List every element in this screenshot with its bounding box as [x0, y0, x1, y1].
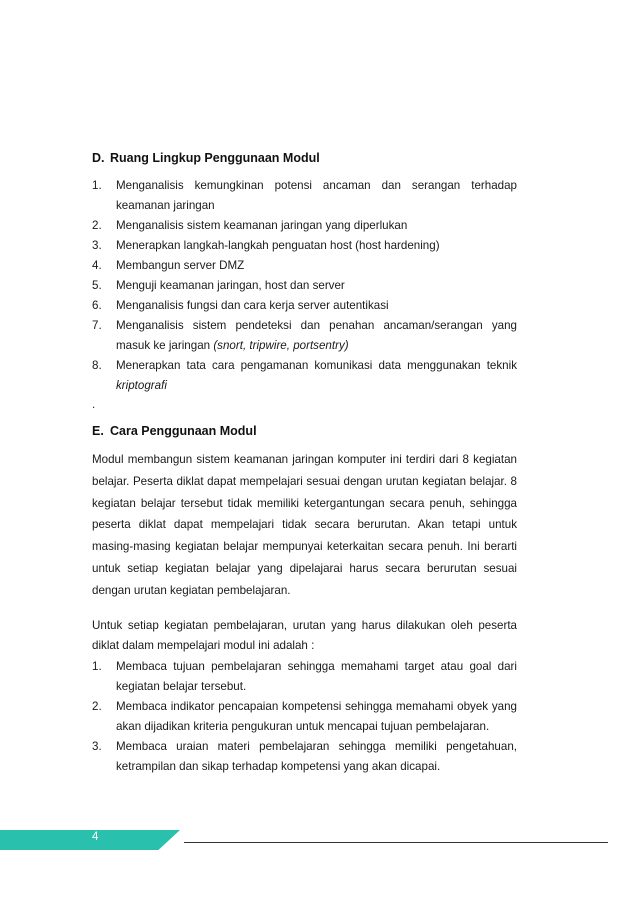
section-e-title: Cara Penggunaan Modul: [110, 424, 257, 438]
section-d-heading: [92, 151, 320, 165]
list-item: 7. Menganalisis sistem pendeteksi dan penahan ancaman/serangan yang masuk ke jaringan (snort, tripwire, portsentry): [92, 319, 517, 352]
item-note: (snort, tripwire, portsentry): [213, 339, 349, 352]
list-item: 1. Membaca tujuan pembelajaran sehingga memahami target atau goal dari kegiatan belajar tersebut.: [92, 660, 517, 693]
item-note: kriptografi: [116, 379, 167, 392]
section-d-letter: D.: [92, 151, 105, 165]
footer-divider: [184, 842, 608, 843]
list-item: 6. Menganalisis fungsi dan cara kerja server autentikasi: [92, 299, 389, 312]
page-number: 4: [92, 831, 99, 843]
list-item: 1. Menganalisis kemungkinan potensi ancaman dan serangan terhadap keamanan jaringan: [92, 179, 517, 212]
section-d-title: Ruang Lingkup Penggunaan Modul: [110, 151, 320, 165]
section-e-heading: [92, 424, 257, 438]
steps-list: [92, 657, 517, 777]
list-item: 3. Membaca uraian materi pembelajaran sehingga memiliki pengetahuan, ketrampilan dan sikap terhadap kompetensi yang akan dicapai.: [92, 740, 517, 773]
paragraph-steps-intro: Untuk setiap kegiatan pembelajaran, urutan yang harus dilakukan oleh peserta diklat dalam mempelajari modul ini adalah :: [92, 619, 517, 652]
paragraph-intro: Modul membangun sistem keamanan jaringan komputer ini terdiri dari 8 kegiatan belajar. Peserta diklat dapat mempelajari sesuai dengan urutan kegiatan belajar. 8 kegiatan belajar tersebut tidak memiliki ketergantungan secara penuh, sehingga peserta diklat dapat mempelajari tidak secara berurutan. Akan tetapi untuk masing-masing kegiatan belajar mempunyai keterkaitan secara penuh. Ini berarti untuk setiap kegiatan belajar yang dipelajarai harus secara berurutan sesuai dengan urutan kegiatan pembelajaran.: [92, 453, 517, 597]
list-item: 3. Menerapkan langkah-langkah penguatan host (host hardening): [92, 239, 440, 252]
list-item: 5. Menguji keamanan jaringan, host dan server: [92, 279, 345, 292]
list-item: 4. Membangun server DMZ: [92, 259, 245, 272]
list-item: 8. Menerapkan tata cara pengamanan komunikasi data menggunakan teknik kriptografi: [92, 359, 517, 392]
list-item: 2. Menganalisis sistem keamanan jaringan yang diperlukan: [92, 219, 408, 232]
list-item: 2. Membaca indikator pencapaian kompetensi sehingga memahami obyek yang akan dijadikan kriteria pengukuran untuk mencapai tujuan pembelajaran.: [92, 700, 517, 733]
trailing-dot: .: [92, 398, 96, 411]
footer-accent-band: [0, 830, 180, 850]
scope-list: [92, 176, 517, 396]
section-e-letter: E.: [92, 424, 104, 438]
